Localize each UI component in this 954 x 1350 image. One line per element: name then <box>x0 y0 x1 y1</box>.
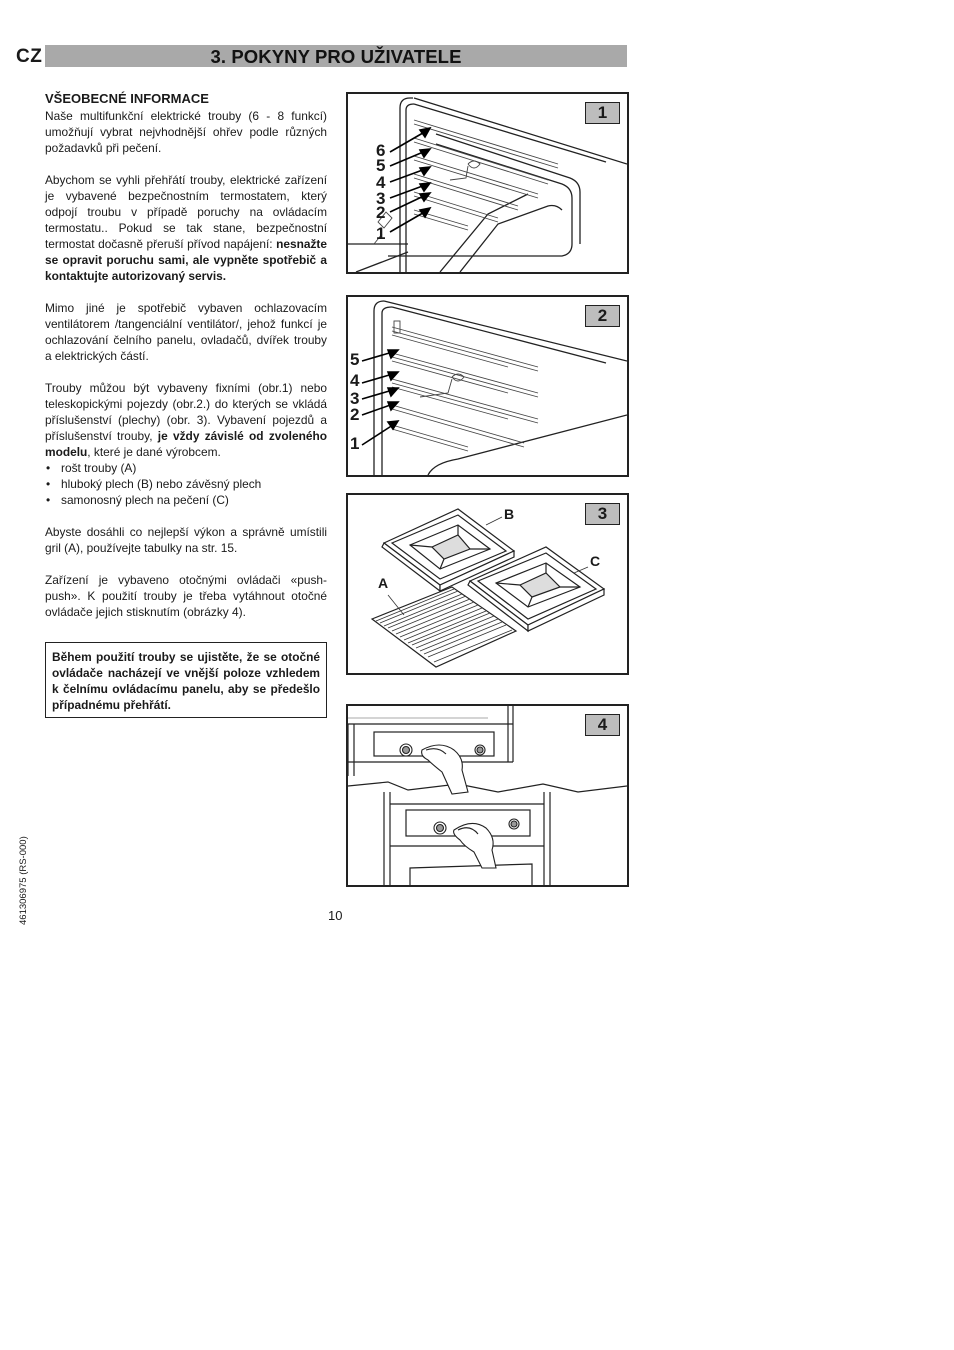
level-label: 1 <box>350 434 360 453</box>
paragraph-thermostat <box>45 172 327 284</box>
figure-number: 1 <box>585 102 620 124</box>
level-label: 2 <box>376 203 386 222</box>
paragraph-push-push: Zařízení je vybaveno otočnými ovládači «push-push». K použití trouby je třeba vytáhnout otočné ovládače jejich stisknutím (obrázky 4). <box>45 573 327 619</box>
figure-3 <box>346 493 629 675</box>
level-label: 4 <box>350 371 360 390</box>
label-grid-a: A <box>378 575 389 591</box>
paragraph-runners-end: , které je dané výrobcem. <box>87 445 221 459</box>
text-column <box>45 91 327 620</box>
level-label: 5 <box>350 350 360 369</box>
figure-1 <box>346 92 629 274</box>
level-label: 6 <box>376 141 386 160</box>
list-item: • rošt trouby (A) <box>45 460 327 476</box>
paragraph-grill: Abyste dosáhli co nejlepší výkon a správně umístili gril (A), používejte tabulky na str. 15. <box>45 525 327 555</box>
accessory-list <box>45 460 327 508</box>
label-pan-c: C <box>590 553 601 569</box>
paragraph-runners-text: Trouby můžou být vybaveny fixními (obr.1) nebo teleskopickými pojezdy (obr.2.) do kterých se vkládá příslušenství (plechy) (obr. 3). Vybavení pojezdů a příslušenství trouby, <box>45 381 327 443</box>
section-title: 3. POKYNY PRO UŽIVATELE <box>210 46 462 67</box>
figure-number: 4 <box>585 714 620 736</box>
section-header <box>45 45 627 67</box>
label-pan-b: B <box>504 506 515 522</box>
level-label: 5 <box>376 156 386 175</box>
page-number: 10 <box>328 908 343 923</box>
level-label: 3 <box>376 189 386 208</box>
level-label: 3 <box>350 389 360 408</box>
paragraph-runners <box>45 380 327 460</box>
document-reference: 461306975 (RS-000) <box>18 836 29 925</box>
paragraph-thermostat-text: Abychom se vyhli přehřátí trouby, elektrické zařízení je vybavené bezpečnostním termostatem, který odpojí troubu v případě poruchy na ovládacím termostatu.. Pokud se tak stane, bezpečnostní termostat dočasně přeruší přívod napájení: <box>45 173 327 251</box>
language-code: CZ <box>16 46 43 67</box>
list-item: • samonosný plech na pečení (C) <box>45 492 327 508</box>
level-label: 2 <box>350 405 360 424</box>
level-label: 1 <box>376 224 386 243</box>
paragraph-runners-bold: je vždy závislé od zvoleného modelu <box>45 429 327 459</box>
figure-number: 2 <box>585 305 620 327</box>
paragraph-fan: Mimo jiné je spotřebič vybaven ochlazovacím ventilátorem /tangenciální ventilátor/, jehož funkcí je ochlazování čelního panelu, ovladačů, dvířek trouby a elektrických částí. <box>45 301 327 363</box>
paragraph-intro: Naše multifunkční elektrické trouby (6 - 8 funkcí) umožňují vybrat nejvhodnější ohřev podle různých požadavků při pečení. <box>45 109 327 155</box>
level-label: 4 <box>376 173 386 192</box>
list-item: • hluboký plech (B) nebo závěsný plech <box>45 476 327 492</box>
figure-4 <box>346 704 629 887</box>
figure-number: 3 <box>585 503 620 525</box>
section-heading: VŠEOBECNÉ INFORMACE <box>45 91 209 106</box>
warning-box: Během použití trouby se ujistěte, že se otočné ovládače nacházejí ve vnější poloze vzhledem k čelnímu ovládacímu panelu, aby se předešlo případnému přehřátí. <box>45 642 327 718</box>
paragraph-thermostat-warning: nesnažte se opravit poruchu sami, ale vypněte spotřebič a kontaktujte autorizovaný servis. <box>45 237 327 283</box>
figure-2 <box>346 295 629 477</box>
